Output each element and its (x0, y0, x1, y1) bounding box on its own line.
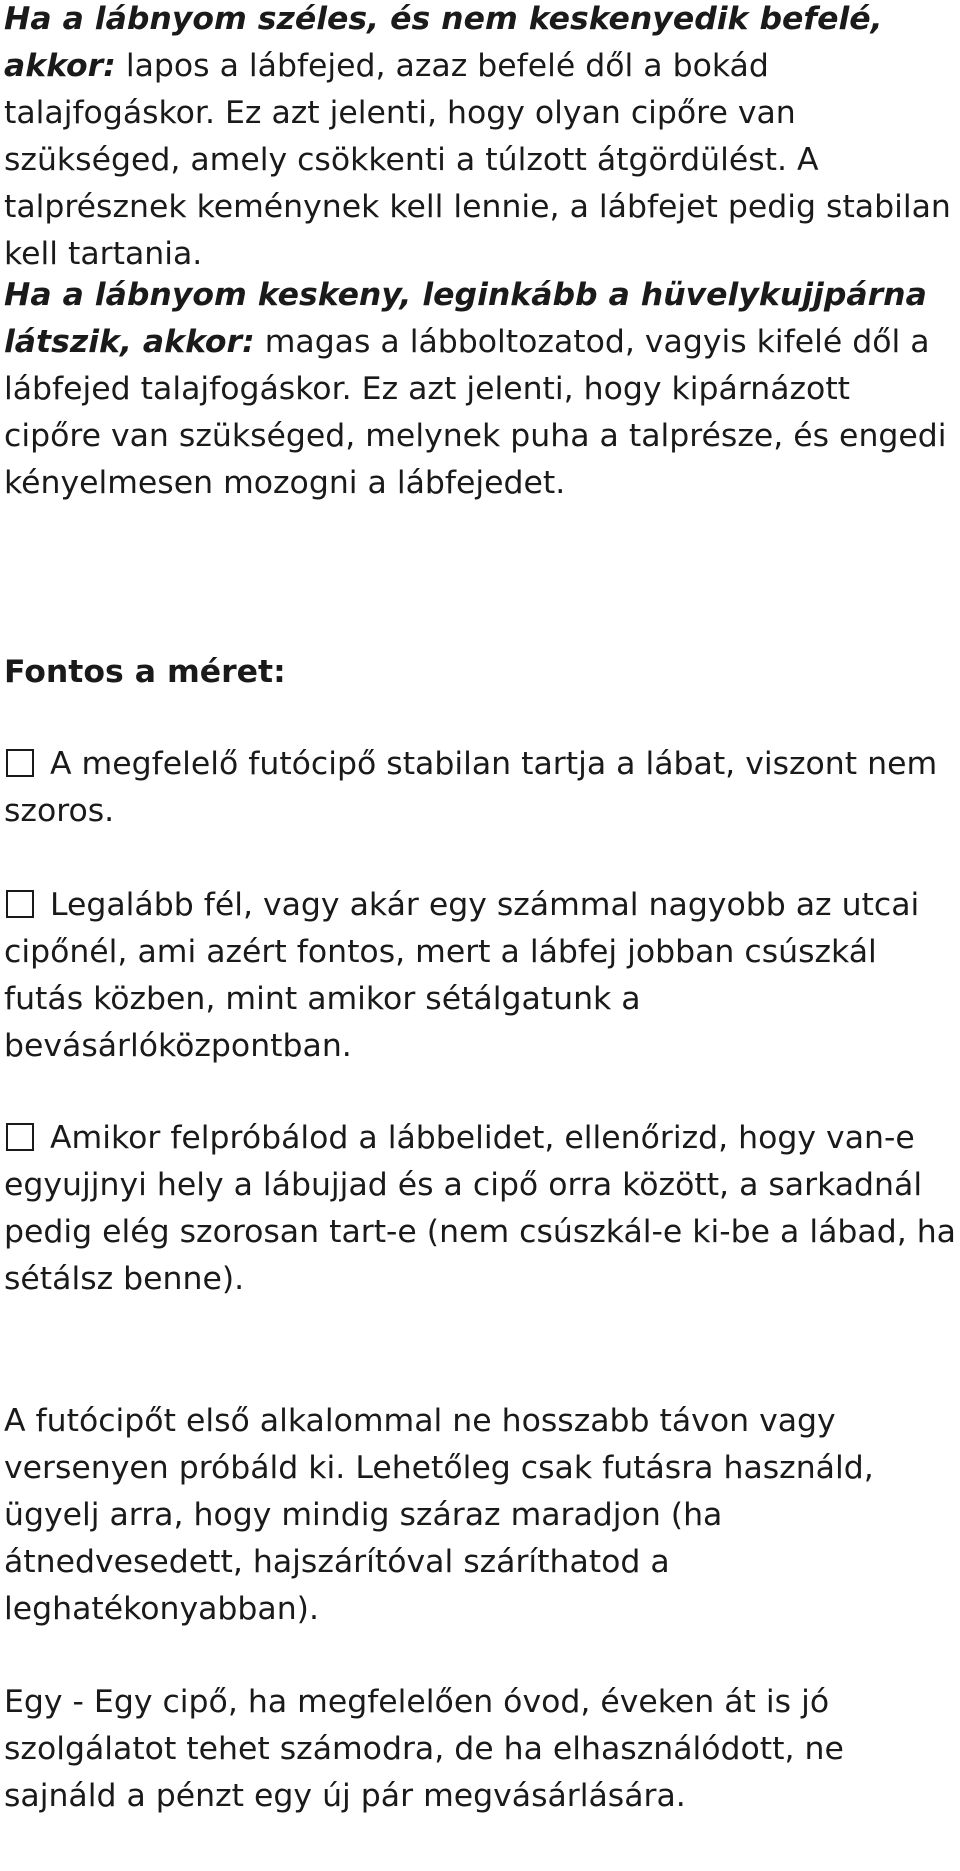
longevity-paragraph: Egy - Egy cipő, ha megfelelően óvod, éveken át is jó szolgálatot tehet számodra, de ha elhasználódott, ne sajnáld a pénzt egy új pár megvásárlására. (4, 1684, 844, 1814)
checklist-item-3 (4, 1115, 956, 1303)
narrow-foot-lead: Ha a lábnyom keskeny, leginkább a hüvelykujjpárna látszik, akkor: (4, 277, 927, 360)
first-use-paragraph: A futócipőt első alkalommal ne hosszabb távon vagy versenyen próbáld ki. Lehetőleg csak futásra használd, ügyelj arra, hogy mindig száraz maradjon (ha átnedvesedett, hajszárítóval száríthatod a leghatékonyabban). (4, 1403, 874, 1627)
narrow-foot-paragraph (4, 272, 956, 507)
checklist-item-text: Legalább fél, vagy akár egy számmal nagyobb az utcai cipőnél, ami azért fontos, mert a lábfej jobban csúszkál futás közben, mint amikor sétálgatunk a bevásárlóközpontban. (4, 887, 920, 1064)
checklist-item-1 (4, 741, 956, 835)
wide-foot-paragraph (4, 0, 956, 278)
narrow-foot-body: magas a lábboltozatod, vagyis kifelé dől a lábfejed talajfogáskor. Ez azt jelenti, hogy kipárnázott cipőre van szükséged, melynek puha a talprésze, és engedi kényelmesen mozogni a lábfejedet. (4, 324, 947, 501)
wide-foot-lead: Ha a lábnyom széles, és nem keskenyedik befelé, akkor: (4, 1, 883, 84)
checklist-item-text: Amikor felpróbálod a lábbelidet, ellenőrizd, hogy van-e egyujjnyi hely a lábujjad és a cipő orra között, a sarkadnál pedig elég szorosan tart-e (nem csúszkál-e ki-be a lábad, ha sétálsz benne). (4, 1120, 956, 1297)
wide-foot-body: lapos a lábfejed, azaz befelé dől a bokád talajfogáskor. Ez azt jelenti, hogy olyan cipőre van szükséged, amely csökkenti a túlzott átgördülést. A talprésznek keménynek kell lennie, a lábfejet pedig stabilan kell tartania. (4, 48, 951, 272)
size-heading: Fontos a méret: (4, 654, 286, 690)
checklist-item-text: A megfelelő futócipő stabilan tartja a lábat, viszont nem szoros. (4, 746, 938, 829)
checkbox-icon (6, 890, 34, 918)
checklist-item-2 (4, 882, 956, 1070)
checkbox-icon (6, 1123, 34, 1151)
checkbox-icon (6, 749, 34, 777)
